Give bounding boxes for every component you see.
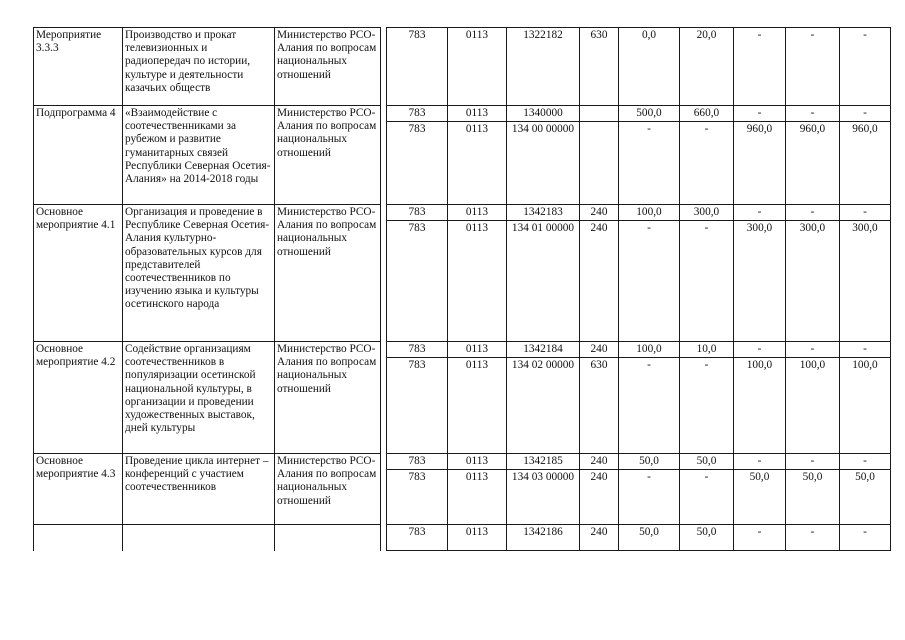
vr-cell: 630 — [580, 28, 619, 106]
year-2015-cell: 660,0 — [680, 106, 734, 122]
year-2018-cell: 50,0 — [840, 470, 891, 525]
year-2016-cell: 300,0 — [734, 221, 786, 342]
budget-table — [33, 27, 891, 551]
year-2016-cell: 50,0 — [734, 470, 786, 525]
grbs-cell: 783 — [387, 106, 448, 122]
row-executor-cell — [275, 525, 381, 551]
csr-cell: 1322182 — [507, 28, 580, 106]
year-2016-cell: - — [734, 454, 786, 470]
row-description-cell: «Взаимодействие с соотечественниками за рубежом и развитие гуманитарных связей Республики Северная Осетия-Алания» на 2014-2018 годы — [123, 106, 275, 205]
row-name-cell — [34, 525, 123, 551]
year-2014-cell: 50,0 — [619, 525, 680, 551]
year-2016-cell: - — [734, 342, 786, 358]
row-name-cell: Основное мероприятие 4.3 — [34, 454, 123, 525]
row-executor-cell: Министерство РСО-Алания по вопросам национальных отношений — [275, 28, 381, 106]
vr-cell: 630 — [580, 358, 619, 454]
year-2015-cell: - — [680, 122, 734, 205]
year-2018-cell: - — [840, 28, 891, 106]
year-2015-cell: 50,0 — [680, 525, 734, 551]
row-name-cell: Основное мероприятие 4.2 — [34, 342, 123, 454]
year-2017-cell: 50,0 — [786, 470, 840, 525]
rzpr-cell: 0113 — [448, 470, 507, 525]
csr-cell: 134 02 00000 — [507, 358, 580, 454]
year-2017-cell: 100,0 — [786, 358, 840, 454]
csr-cell: 134 01 00000 — [507, 221, 580, 342]
row-executor-cell: Министерство РСО-Алания по вопросам национальных отношений — [275, 454, 381, 525]
vr-cell: 240 — [580, 454, 619, 470]
table-row — [34, 106, 891, 122]
csr-cell: 1340000 — [507, 106, 580, 122]
year-2017-cell: - — [786, 342, 840, 358]
grbs-cell: 783 — [387, 470, 448, 525]
rzpr-cell: 0113 — [448, 122, 507, 205]
year-2014-cell: 0,0 — [619, 28, 680, 106]
year-2018-cell: - — [840, 454, 891, 470]
row-name-cell: Мероприятие 3.3.3 — [34, 28, 123, 106]
year-2018-cell: 100,0 — [840, 358, 891, 454]
year-2015-cell: - — [680, 470, 734, 525]
csr-cell: 1342186 — [507, 525, 580, 551]
year-2017-cell: - — [786, 205, 840, 221]
grbs-cell: 783 — [387, 205, 448, 221]
grbs-cell: 783 — [387, 358, 448, 454]
row-executor-cell: Министерство РСО-Алания по вопросам национальных отношений — [275, 106, 381, 205]
year-2014-cell: 100,0 — [619, 342, 680, 358]
vr-cell — [580, 122, 619, 205]
row-executor-cell: Министерство РСО-Алания по вопросам национальных отношений — [275, 205, 381, 342]
vr-cell: 240 — [580, 470, 619, 525]
year-2014-cell: 50,0 — [619, 454, 680, 470]
table-row — [34, 205, 891, 221]
table-row — [34, 28, 891, 106]
year-2015-cell: 20,0 — [680, 28, 734, 106]
grbs-cell: 783 — [387, 122, 448, 205]
vr-cell — [580, 106, 619, 122]
row-name-cell: Подпрограмма 4 — [34, 106, 123, 205]
year-2015-cell: 10,0 — [680, 342, 734, 358]
year-2018-cell: 960,0 — [840, 122, 891, 205]
rzpr-cell: 0113 — [448, 28, 507, 106]
row-description-cell: Содействие организациям соотечественников в популяризации осетинской национальной культуры, в организации и проведении художественных выставок, дней культуры — [123, 342, 275, 454]
year-2014-cell: - — [619, 122, 680, 205]
year-2014-cell: - — [619, 470, 680, 525]
year-2016-cell: - — [734, 525, 786, 551]
year-2014-cell: 500,0 — [619, 106, 680, 122]
vr-cell: 240 — [580, 205, 619, 221]
grbs-cell: 783 — [387, 221, 448, 342]
year-2016-cell: 960,0 — [734, 122, 786, 205]
year-2018-cell: - — [840, 525, 891, 551]
year-2014-cell: - — [619, 358, 680, 454]
rzpr-cell: 0113 — [448, 525, 507, 551]
rzpr-cell: 0113 — [448, 342, 507, 358]
csr-cell: 1342183 — [507, 205, 580, 221]
rzpr-cell: 0113 — [448, 221, 507, 342]
vr-cell: 240 — [580, 525, 619, 551]
row-description-cell: Производство и прокат телевизионных и радиопередач по истории, культуре и деятельности казачьих обществ — [123, 28, 275, 106]
csr-cell: 134 00 00000 — [507, 122, 580, 205]
csr-cell: 1342184 — [507, 342, 580, 358]
rzpr-cell: 0113 — [448, 205, 507, 221]
rzpr-cell: 0113 — [448, 358, 507, 454]
vr-cell: 240 — [580, 221, 619, 342]
year-2015-cell: - — [680, 221, 734, 342]
year-2017-cell: - — [786, 28, 840, 106]
year-2018-cell: 300,0 — [840, 221, 891, 342]
csr-cell: 1342185 — [507, 454, 580, 470]
rzpr-cell: 0113 — [448, 106, 507, 122]
grbs-cell: 783 — [387, 28, 448, 106]
year-2016-cell: 100,0 — [734, 358, 786, 454]
year-2016-cell: - — [734, 28, 786, 106]
table-row — [34, 454, 891, 470]
row-description-cell — [123, 525, 275, 551]
grbs-cell: 783 — [387, 454, 448, 470]
year-2014-cell: 100,0 — [619, 205, 680, 221]
year-2017-cell: - — [786, 106, 840, 122]
year-2016-cell: - — [734, 106, 786, 122]
vr-cell: 240 — [580, 342, 619, 358]
year-2018-cell: - — [840, 106, 891, 122]
rzpr-cell: 0113 — [448, 454, 507, 470]
row-description-cell: Организация и проведение в Республике Северная Осетия-Алания культурно-образовательных курсов для представителей соотечественников по изучению языка и культуры осетинского народа — [123, 205, 275, 342]
table-row — [34, 525, 891, 551]
row-description-cell: Проведение цикла интернет – конференций с участием соотечественников — [123, 454, 275, 525]
year-2015-cell: 300,0 — [680, 205, 734, 221]
grbs-cell: 783 — [387, 525, 448, 551]
year-2018-cell: - — [840, 205, 891, 221]
year-2017-cell: 960,0 — [786, 122, 840, 205]
table-row — [34, 342, 891, 358]
year-2016-cell: - — [734, 205, 786, 221]
year-2014-cell: - — [619, 221, 680, 342]
csr-cell: 134 03 00000 — [507, 470, 580, 525]
year-2017-cell: - — [786, 454, 840, 470]
row-executor-cell: Министерство РСО-Алания по вопросам национальных отношений — [275, 342, 381, 454]
year-2015-cell: - — [680, 358, 734, 454]
year-2015-cell: 50,0 — [680, 454, 734, 470]
grbs-cell: 783 — [387, 342, 448, 358]
year-2017-cell: 300,0 — [786, 221, 840, 342]
year-2017-cell: - — [786, 525, 840, 551]
document-page — [33, 27, 891, 551]
year-2018-cell: - — [840, 342, 891, 358]
row-name-cell: Основное мероприятие 4.1 — [34, 205, 123, 342]
